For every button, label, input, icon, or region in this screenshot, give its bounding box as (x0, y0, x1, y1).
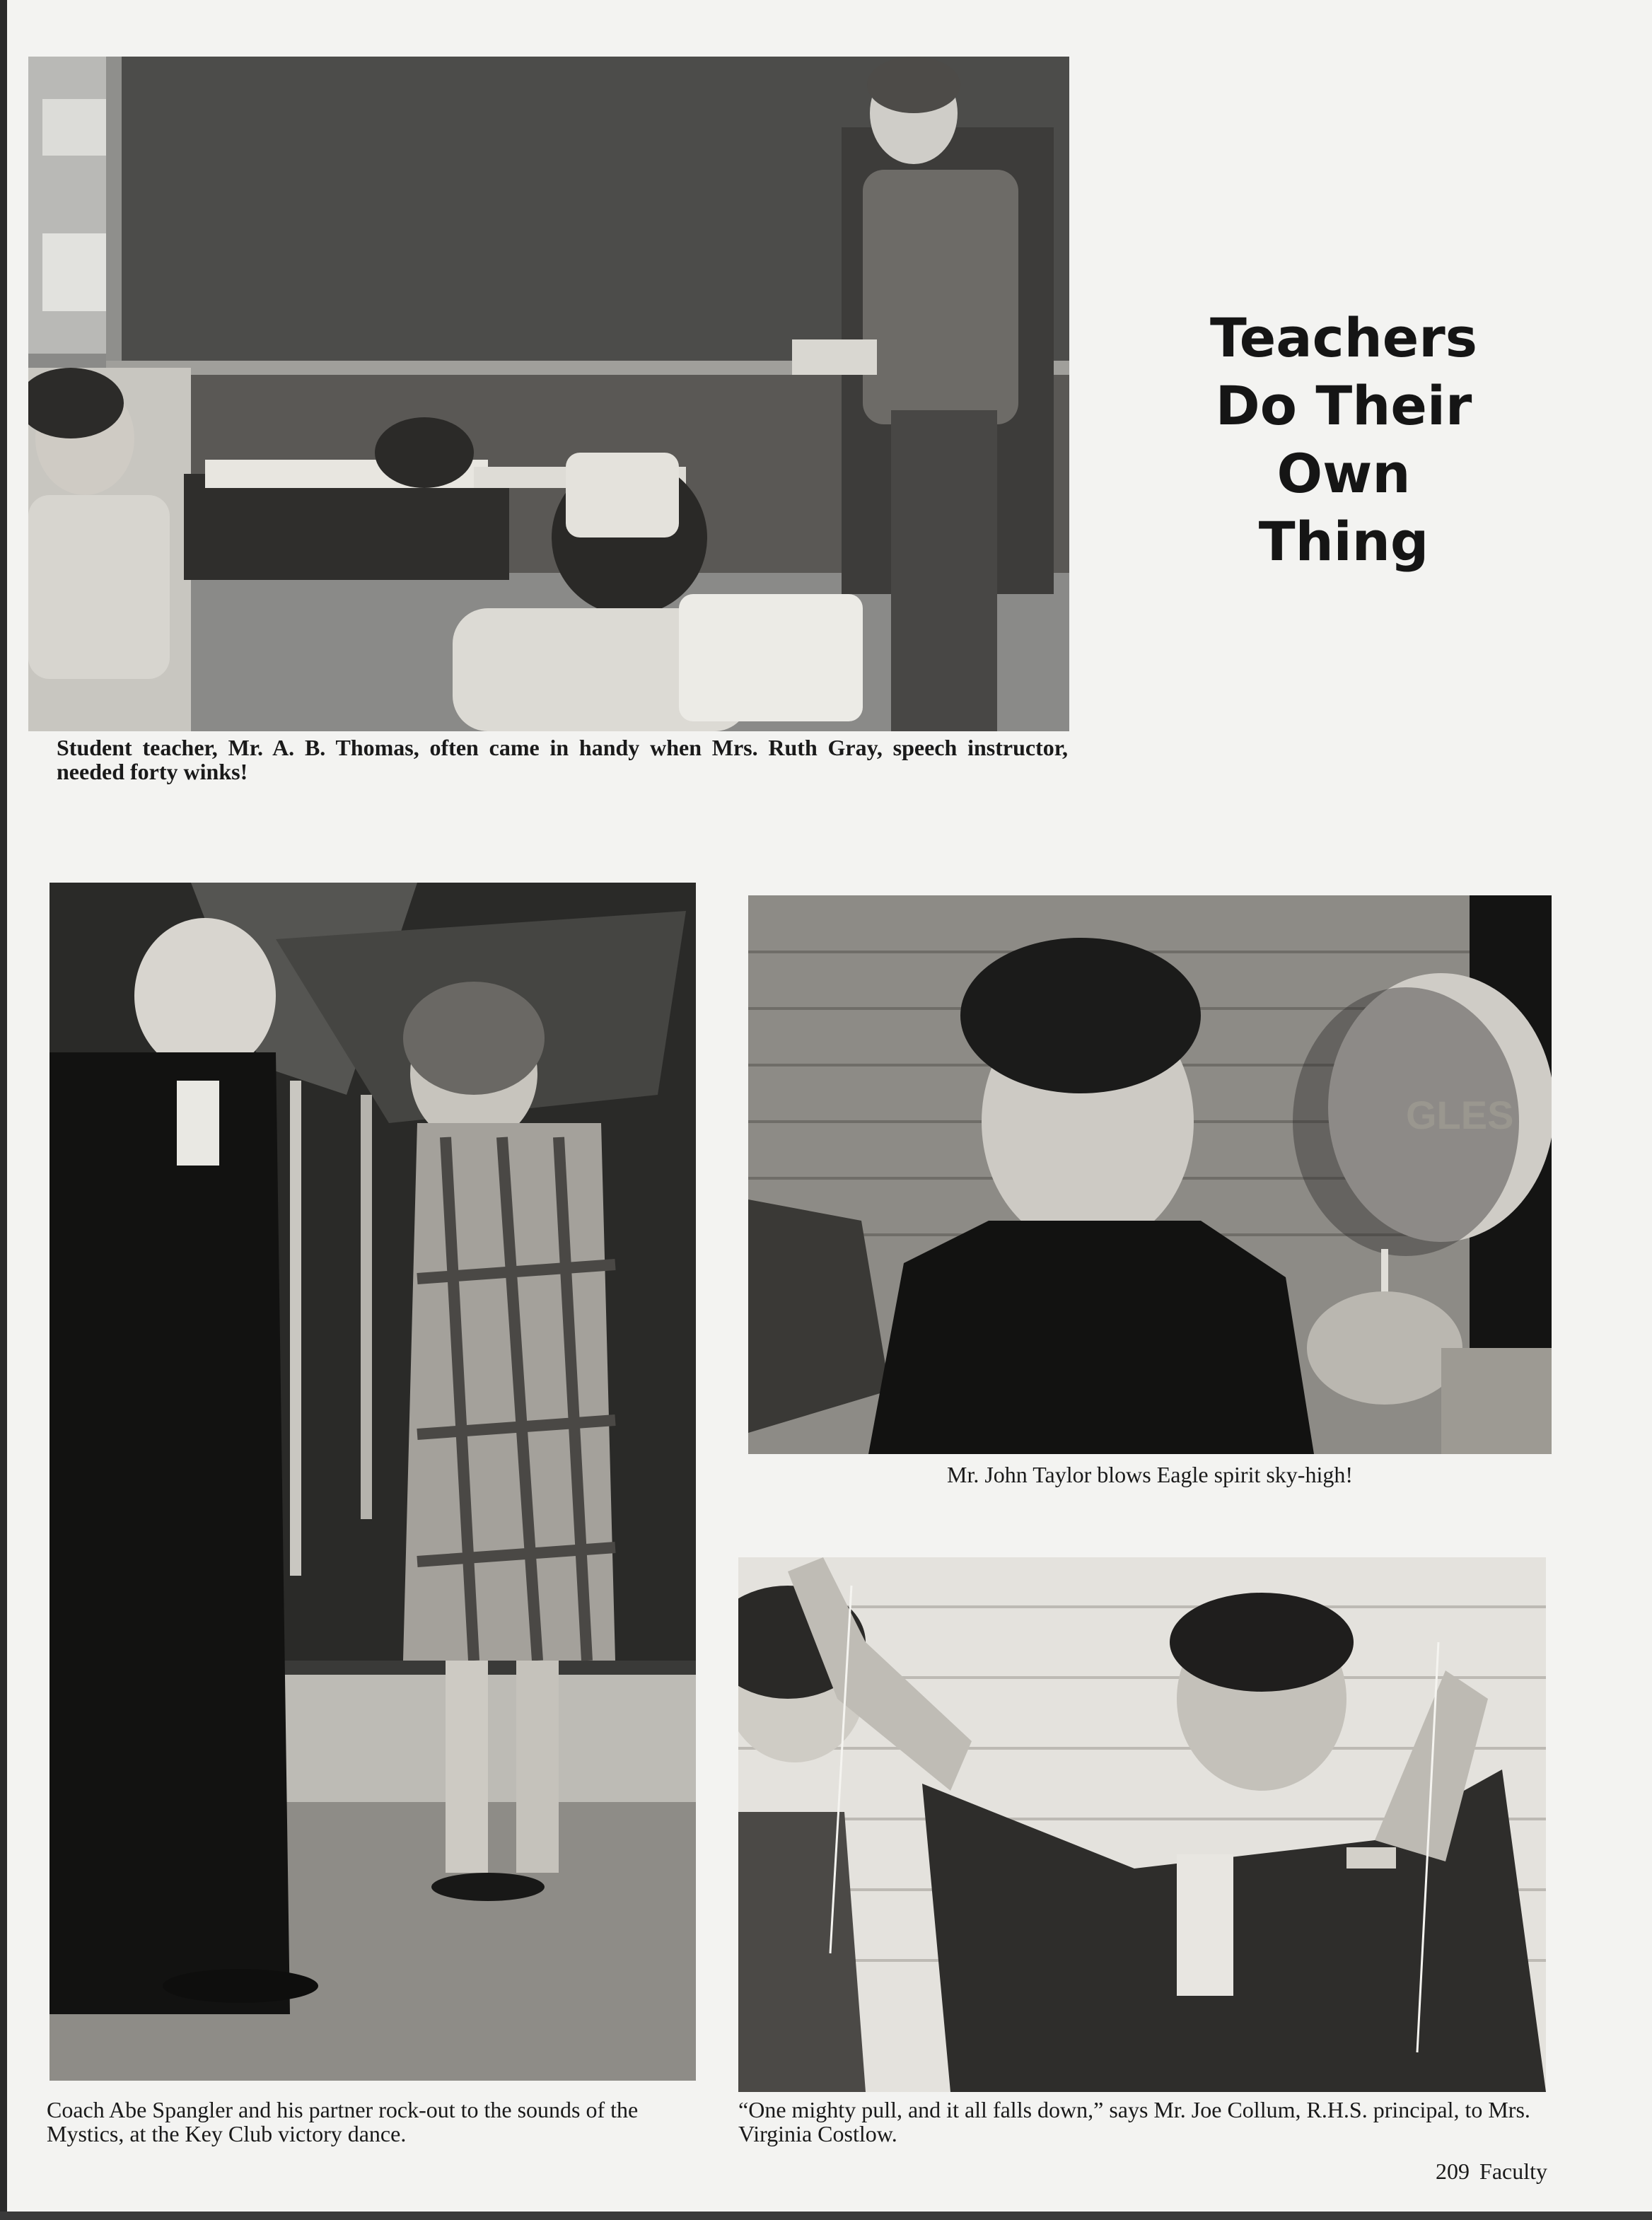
page-bottom-edge (0, 2212, 1652, 2220)
balloon-photo (748, 895, 1552, 1454)
title-line-3: Own (1276, 442, 1411, 505)
title-line-1: Teachers (1210, 306, 1477, 369)
dance-photo (50, 883, 696, 2081)
title-line-2: Do Their (1215, 374, 1472, 437)
classroom-caption: Student teacher, Mr. A. B. Thomas, often came in handy when Mrs. Ruth Gray, speech instructor, needed forty winks! (57, 735, 1068, 784)
balloon-photo-image (748, 895, 1552, 1454)
balloon-caption: Mr. John Taylor blows Eagle spirit sky-high! (946, 1462, 1353, 1487)
section-name: Faculty (1479, 2158, 1547, 2184)
dance-caption: Coach Abe Spangler and his partner rock-out to the sounds of the Mystics, at the Key Club victory dance. (47, 2097, 639, 2146)
pull-photo (738, 1557, 1546, 2092)
page-binding-edge (0, 0, 7, 2220)
classroom-photo-image (28, 57, 1069, 731)
page-number: 209 (1436, 2158, 1470, 2184)
title-line-4: Thing (1258, 510, 1429, 573)
balloon-print: GLES (1406, 1093, 1514, 1137)
classroom-photo (28, 57, 1069, 731)
page-folio (1426, 2158, 1547, 2185)
pull-caption: “One mighty pull, and it all falls down,” says Mr. Joe Collum, R.H.S. principal, to Mrs. Virginia Costlow. (738, 2097, 1530, 2146)
pull-photo-image (738, 1557, 1546, 2092)
page-title (1146, 304, 1542, 576)
dance-photo-image (50, 883, 696, 2081)
